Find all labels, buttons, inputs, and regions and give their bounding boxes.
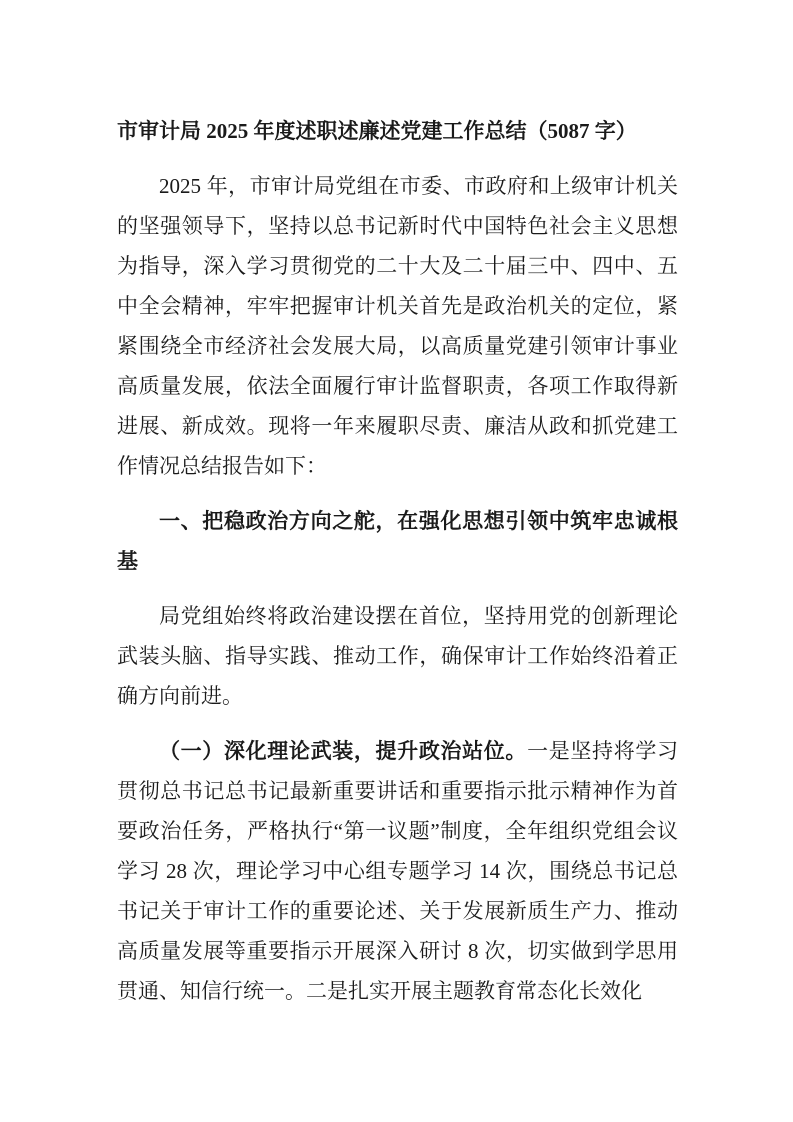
subsection-lead: （一）深化理论武装，提升政治站位。 bbox=[159, 739, 528, 763]
subsection-body: 一是坚持将学习贯彻总书记总书记最新重要讲话和重要指示批示精神作为首要政治任务，严格执行“第一议题”制度，全年组织党组会议学习 28 次，理论学习中心组专题学习 14 次，围绕总书记总书记关于审计工作的重要论述、关于发展新质生产力、推动高质量发展等重要指示开展深入研讨 8 次，切实做到学思用贯通、知信行统一。二是扎实开展主题教育常态化长效化 bbox=[117, 739, 679, 1003]
paragraph-section-body: 局党组始终将政治建设摆在首位，坚持用党的创新理论武装头脑、指导实践、推动工作，确保审计工作始终沿着正确方向前进。 bbox=[117, 604, 678, 708]
document-title: 市审计局 2025 年度述职述廉述党建工作总结（5087 字） bbox=[117, 119, 637, 143]
section-heading: 一、把稳政治方向之舵，在强化思想引领中筑牢忠诚根基 bbox=[117, 509, 678, 573]
paragraph-intro: 2025 年，市审计局党组在市委、市政府和上级审计机关的坚强领导下，坚持以总书记新时代中国特色社会主义思想为指导，深入学习贯彻党的二十大及二十届三中、四中、五中全会精神，牢牢把握审计机关首先是政治机关的定位，紧紧围绕全市经济社会发展大局，以高质量党建引领审计事业高质量发展，依法全面履行审计监督职责，各项工作取得新进展、新成效。现将一年来履职尽责、廉洁从政和抓党建工作情况总结报告如下： bbox=[117, 174, 678, 478]
paragraph-subsection bbox=[117, 731, 678, 1011]
